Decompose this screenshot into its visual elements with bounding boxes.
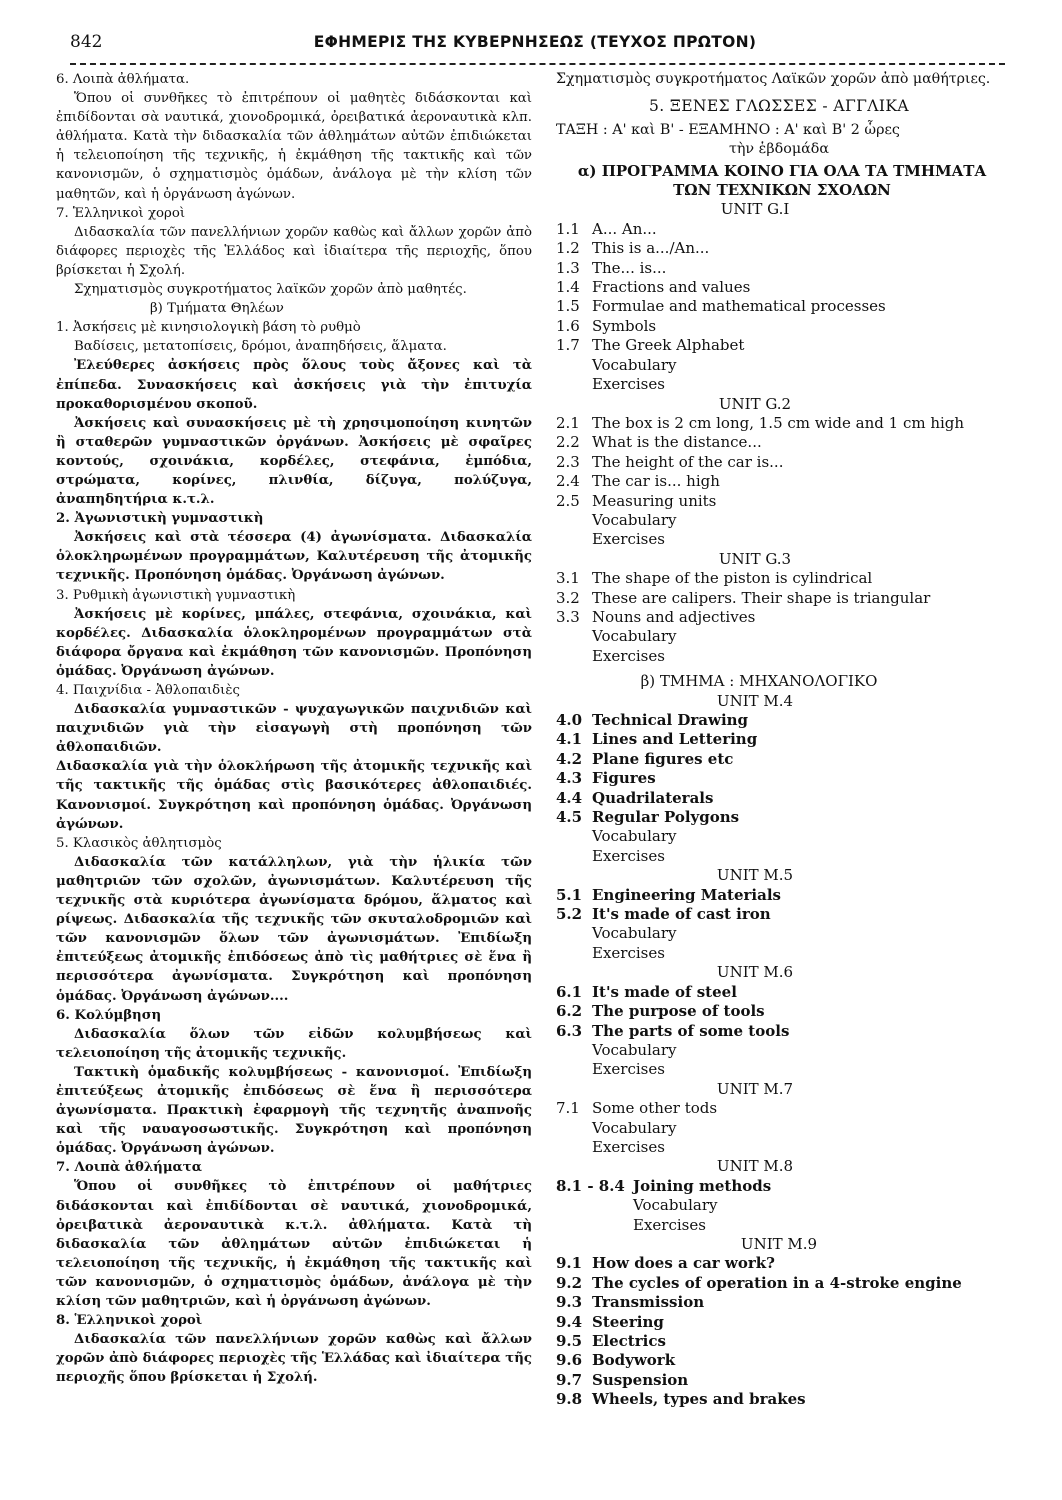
list-item xyxy=(556,414,1002,433)
list-item xyxy=(556,297,1002,316)
left-column xyxy=(56,70,532,1490)
item-text: Wheels, types and brakes xyxy=(592,1390,806,1409)
item-number: 6.2 xyxy=(556,1002,583,1021)
item-number: 7.1 xyxy=(556,1099,580,1118)
paragraph: Ἐλεύθερες ἀσκήσεις πρὸς ὅλους τοὺς ἄξονες καὶ τὰ ἐπίπεδα. Συνασκήσεις καὶ ἀσκήσεις γιὰ τὴν ἐπιτυχία προκαθορισμένου σκοποῦ. xyxy=(56,358,532,412)
item-number: 4.5 xyxy=(556,808,583,827)
list-item xyxy=(556,1371,1002,1390)
item-number: 3.1 xyxy=(556,569,580,588)
item-number: 2.2 xyxy=(556,433,580,452)
paragraph: Ἀσκήσεις μὲ κορίνες, μπάλες, στεφάνια, σχοινάκια, καὶ κορδέλες. Διδασκαλία ὁλοκληρομένων προγραμμάτων στὰ διάφορα ὄργανα καὶ ἐκμάθηση τῶν κανονισμῶν. Προπόνηση ὁμάδας. Ὀργάνωση ἀγώνων. xyxy=(56,606,532,679)
list-item xyxy=(556,1002,1002,1021)
item-text: It's made of cast iron xyxy=(592,905,771,924)
paragraph: Ὅπου οἱ συνθῆκες τὸ ἐπιτρέπουν οἱ μαθήτριες διδάσκονται καὶ ἐπιδίδονται σὲ ναυτικά, χιονοδρομικά, ὀρειβατικὰ ἀεροναυτικὰ κ.τ.λ. ἀθλήματα. Κατὰ τὴ διδασκαλία τῶν ἀθλημάτων αὐτῶν ἐπιδιώκεται ἡ τελειοποίηση τῆς τεχνικῆς, ἡ ἐκμάθηση τῆς τακτικῆς καὶ τῶν κανονισμῶν, ὁ σχηματισμὸς ὁμάδων, ἀνάλογα μὲ τὴν κλίση τῶν μαθητριῶν, καὶ ἡ ὀργάνωση ἀγώνων. xyxy=(56,1179,532,1309)
section-heading: 4. Παιχνίδια - Ἀθλοπαιδιὲς xyxy=(56,683,240,698)
page-header xyxy=(70,32,1000,60)
list-item xyxy=(556,472,1002,491)
vocabulary-label: Vocabulary xyxy=(592,510,677,529)
item-number: 4.4 xyxy=(556,788,583,807)
list-item xyxy=(556,1313,1002,1332)
list-item xyxy=(556,711,1002,730)
list-item xyxy=(556,789,1002,808)
paragraph: Διδασκαλία γυμναστικῶν - ψυχαγωγικῶν παιχνιδιῶν καὶ παιχνιδιῶν γιὰ τὴν εἰσαγωγὴ στὴ προπόνηση τῶν ἀθλοπαιδιῶν. xyxy=(56,702,532,756)
list-item xyxy=(556,769,1002,788)
unit-items xyxy=(556,886,1002,925)
item-text: It's made of steel xyxy=(592,982,737,1001)
section-heading: 6. Λοιπὰ ἀθλήματα. xyxy=(56,72,190,87)
page-number: 842 xyxy=(70,32,103,52)
list-item xyxy=(556,453,1002,472)
vocabulary-label: Vocabulary xyxy=(633,1196,718,1215)
unit-heading: UNIT G.2 xyxy=(718,394,792,413)
item-text: A... An... xyxy=(592,219,657,238)
item-text: Quadrilaterals xyxy=(592,788,714,807)
item-number: 3.3 xyxy=(556,607,580,626)
unit-items xyxy=(556,711,1002,827)
list-item xyxy=(556,730,1002,749)
section-heading: 1. Ἀσκήσεις μὲ κινησιολογικὴ βάση τὸ ρυθμὸ xyxy=(56,320,361,336)
exercises-label: Exercises xyxy=(633,1215,706,1234)
unit-items xyxy=(556,569,1002,627)
item-text: Nouns and adjectives xyxy=(592,607,756,626)
exercises-label: Exercises xyxy=(592,1137,665,1156)
item-number: 9.8 xyxy=(556,1390,583,1409)
item-text: Suspension xyxy=(592,1370,689,1389)
right-column xyxy=(556,70,1002,1490)
item-text: The shape of the piston is cylindrical xyxy=(592,569,873,588)
list-item xyxy=(556,278,1002,297)
vocabulary-label: Vocabulary xyxy=(592,627,677,646)
paragraph: Διδασκαλία τῶν πανελλήνιων χορῶν καθὼς καὶ ἄλλων χορῶν ἀπὸ διάφορες περιοχὲς τῆς Ἑλλάδος καὶ ἰδιαίτερα τῆς περιοχῆς, ὅπου βρίσκεται ἡ Σχολή. xyxy=(56,224,532,278)
exercises-label: Exercises xyxy=(592,646,665,665)
item-text: Fractions and values xyxy=(592,278,751,297)
item-text: Measuring units xyxy=(592,491,717,510)
item-number: 5.2 xyxy=(556,905,583,924)
item-text: The box is 2 cm long, 1.5 cm wide and 1 cm high xyxy=(592,413,965,432)
list-item xyxy=(556,220,1002,239)
item-text: The height of the car is... xyxy=(592,452,784,471)
item-text: Electrics xyxy=(592,1332,666,1350)
list-item xyxy=(556,905,1002,924)
list-item xyxy=(556,1274,1002,1293)
list-item xyxy=(556,886,1002,905)
item-number: 2.1 xyxy=(556,413,580,432)
item-number: 2.3 xyxy=(556,452,580,471)
section-heading: 3. Ρυθμικὴ ἀγωνιστικὴ γυμναστικὴ xyxy=(56,587,296,603)
hours-per-week: τὴν ἑβδομάδα xyxy=(728,141,830,158)
list-item xyxy=(556,608,1002,627)
unit-items xyxy=(556,1254,1002,1409)
class-semester-line: ΤΑΞΗ : Α' καὶ Β' - ΕΞΑΜΗΝΟ : Α' καὶ Β' 2 ὧρες xyxy=(556,121,900,138)
unit-heading: UNIT M.4 xyxy=(716,691,794,710)
item-text: Steering xyxy=(592,1312,664,1331)
vocabulary-label: Vocabulary xyxy=(592,827,677,846)
item-text: Plane figures etc xyxy=(592,749,734,768)
item-text: How does a car work? xyxy=(592,1254,775,1273)
item-number: 4.3 xyxy=(556,769,583,788)
item-text: Some other tods xyxy=(592,1099,718,1118)
item-number: 9.4 xyxy=(556,1312,583,1331)
vocabulary-label: Vocabulary xyxy=(592,1040,677,1059)
item-text: These are calipers. Their shape is triangular xyxy=(592,588,931,607)
item-text: The Greek Alphabet xyxy=(592,336,745,355)
journal-title: ΕΦΗΜΕΡΙΣ ΤΗΣ ΚΥΒΕΡΝΗΣΕΩΣ (ΤΕΥΧΟΣ ΠΡΩΤΟΝ) xyxy=(313,33,757,51)
unit-items xyxy=(556,414,1002,511)
unit-heading: UNIT M.9 xyxy=(740,1234,818,1253)
item-number: 9.1 xyxy=(556,1254,583,1273)
item-text: The... is... xyxy=(592,258,667,277)
list-item xyxy=(556,433,1002,452)
item-number: 1.1 xyxy=(556,219,580,238)
list-item xyxy=(556,1351,1002,1370)
item-text: Regular Polygons xyxy=(592,808,740,827)
unit-items xyxy=(556,983,1002,1041)
program-heading-common: α) ΠΡΟΓΡΑΜΜΑ ΚΟΙΝΟ ΓΙΑ ΟΛΑ ΤΑ ΤΜΗΜΑΤΑ ΤΩΝ ΤΕΧΝΙΚΩΝ ΣΧΟΛΩΝ xyxy=(577,161,987,200)
paragraph: Σχηματισμὸς συγκροτήματος λαϊκῶν χορῶν ἀπὸ μαθητές. xyxy=(74,282,467,298)
item-number: 9.5 xyxy=(556,1332,583,1350)
list-item xyxy=(556,983,1002,1002)
list-item xyxy=(556,1293,1002,1312)
item-text: The purpose of tools xyxy=(592,1002,765,1021)
paragraph: Ἀσκήσεις καὶ στὰ τέσσερα (4) ἀγωνίσματα. Διδασκαλία ὁλοκληρωμένων προγραμμάτων, Καλυτέρευση τῆς ἀτομικῆς τεχνικῆς. Προπόνηση ὁμάδας. Ὀργάνωση ἀγώνων. xyxy=(56,530,532,584)
item-text: Joining methods xyxy=(633,1176,772,1195)
list-item xyxy=(556,750,1002,769)
paragraph: Διδασκαλία γιὰ τὴν ὁλοκλήρωση τῆς ἀτομικῆς τεχνικῆς καὶ τῆς τακτικῆς τῆς ὁμάδας στὶς βασικότερες ἀθλοπαιδιές. Κανονισμοί. Συγκρότηση καὶ προπόνηση ὁμάδας. Ὀργάνωση ἀγώνων. xyxy=(56,759,532,832)
item-text: Technical Drawing xyxy=(592,711,749,729)
item-number: 8.1 - 8.4 xyxy=(556,1176,625,1195)
list-item xyxy=(556,1332,1002,1351)
section-heading: 8. Ἑλληνικοὶ χοροὶ xyxy=(56,1313,203,1329)
section-heading: 5. Κλασικὸς ἀθλητισμὸς xyxy=(56,835,222,851)
subsection-heading: β) Τμήματα Θηλέων xyxy=(150,301,284,317)
section-title: 5. ΞΕΝΕΣ ΓΛΩΣΣΕΣ - ΑΓΓΛΙΚΑ xyxy=(649,97,909,116)
exercises-label: Exercises xyxy=(592,846,665,865)
item-text: Symbols xyxy=(592,316,657,335)
item-number: 9.2 xyxy=(556,1273,583,1292)
item-number: 1.5 xyxy=(556,297,580,316)
item-number: 9.3 xyxy=(556,1293,583,1312)
exercises-label: Exercises xyxy=(592,375,665,394)
item-text: This is a.../An... xyxy=(592,239,710,258)
program-heading-mechanical: β) ΤΜΗΜΑ : ΜΗΧΑΝΟΛΟΓΙΚΟ xyxy=(640,672,878,691)
section-heading: 2. Ἀγωνιστικὴ γυμναστικὴ xyxy=(56,511,264,527)
list-item xyxy=(556,1099,1002,1118)
list-item xyxy=(556,1390,1002,1409)
item-number: 9.7 xyxy=(556,1370,583,1389)
list-item xyxy=(556,336,1002,355)
paragraph: Βαδίσεις, μετατοπίσεις, δρόμοι, ἀναπηδήσεις, ἅλματα. xyxy=(74,339,447,355)
unit-items xyxy=(556,1099,1002,1118)
exercises-label: Exercises xyxy=(592,1060,665,1079)
exercises-label: Exercises xyxy=(592,530,665,549)
list-item xyxy=(556,259,1002,278)
paragraph: Διδασκαλία τῶν πανελλήνιων χορῶν καθὼς καὶ ἄλλων χορῶν ἀπὸ διάφορες περιοχὲς τῆς Ἑλλάδας καὶ ἰδιαίτερα τῆς περιοχῆς ὅπου βρίσκεται ἡ Σχολή. xyxy=(56,1332,532,1386)
unit-heading: UNIT M.5 xyxy=(716,866,794,885)
list-item xyxy=(556,1022,1002,1041)
item-text: Figures xyxy=(592,769,656,788)
item-number: 6.3 xyxy=(556,1021,583,1040)
item-number: 2.4 xyxy=(556,472,580,491)
item-number: 4.2 xyxy=(556,749,583,768)
item-text: The parts of some tools xyxy=(592,1021,790,1040)
item-number: 1.4 xyxy=(556,278,580,297)
item-text: Formulae and mathematical processes xyxy=(592,297,886,316)
unit-items xyxy=(556,220,1002,356)
item-number: 1.6 xyxy=(556,316,580,335)
item-number: 1.7 xyxy=(556,336,580,355)
item-text: Transmission xyxy=(592,1293,705,1312)
header-divider xyxy=(70,63,1005,65)
paragraph: Ὅπου οἱ συνθῆκες τὸ ἐπιτρέπουν οἱ μαθητὲς διδάσκονται καὶ ἐπιδίδονται σὰ ναυτικά, χιονοδρομικά, ὀρειβατικά ἀεροναυτικὰ κλπ. ἀθλήματα. Κατὰ τὴν διδασκαλία τῶν ἀθλημάτων αὐτῶν ἐπιδιώκεται ἡ τελειοποίηση τῆς τεχνικῆς, ἡ ἐκμάθηση τῆς τακτικῆς καὶ τῶν κανονισμῶν, ὁ σχηματισμὸς ὁμάδων, ἀνάλογα μὲ τὴν κλίση τῶν μαθητῶν, καὶ ἡ ὀργάνωση ἀγώνων. xyxy=(56,91,532,202)
unit-heading: UNIT G.3 xyxy=(718,549,792,568)
item-text: Bodywork xyxy=(592,1351,676,1370)
intro-text: Σχηματισμὸς συγκροτήματος Λαϊκῶν χορῶν ἀπὸ μαθήτριες. xyxy=(556,71,991,87)
list-item xyxy=(556,589,1002,608)
list-item xyxy=(556,317,1002,336)
section-heading: 7. Λοιπὰ ἀθλήματα xyxy=(56,1160,202,1176)
item-number: 6.1 xyxy=(556,982,583,1001)
item-text: Engineering Materials xyxy=(592,885,781,904)
vocabulary-label: Vocabulary xyxy=(592,924,677,943)
exercises-label: Exercises xyxy=(592,943,665,962)
item-number: 4.0 xyxy=(556,711,583,729)
item-number: 2.5 xyxy=(556,491,580,510)
paragraph: Τακτικὴ ὁμαδικῆς κολυμβήσεως - κανονισμοί. Ἐπιδίωξη ἐπιτεύξεως ἀτομικῆς ἐπιδόσεως σὲ ἕνα ἢ περισσότερα ἀγωνίσματα. Πρακτικὴ ἐφαρμογὴ τῆς τεχνητῆς ἀναπνοῆς καὶ τῆς ναυαγοσωστικῆς. Συγκρότηση καὶ προπόνηση ὁμάδας. Ὀργάνωση ἀγώνων. xyxy=(56,1064,532,1157)
list-item xyxy=(556,1254,1002,1273)
list-item xyxy=(556,492,1002,511)
section-heading: 7. Ἑλληνικοὶ χοροὶ xyxy=(56,205,186,221)
list-item xyxy=(556,239,1002,258)
item-number: 1.2 xyxy=(556,239,580,258)
paragraph: Ἀσκήσεις καὶ συνασκήσεις μὲ τὴ χρησιμοποίηση κινητῶν ἢ σταθερῶν γυμναστικῶν ὀργάνων. Ἀσκήσεις μὲ σφαῖρες κοντούς, σχοινάκια, κορδέλες, στεφάνια, ἐμπόδια, στρώματα, κορίνες, πλινθία, δίζυγα, πολύζυγα, ἀναπηδητήρια κ.τ.λ. xyxy=(56,415,532,508)
section-heading: 6. Κολύμβηση xyxy=(56,1007,162,1023)
unit-heading: UNIT M.8 xyxy=(716,1157,794,1176)
list-item xyxy=(556,808,1002,827)
paragraph: Διδασκαλία ὅλων τῶν εἰδῶν κολυμβήσεως καὶ τελειοποίηση τῆς ἀτομικῆς τεχνικῆς. xyxy=(56,1026,532,1061)
unit-heading: UNIT M.6 xyxy=(716,963,794,982)
list-item xyxy=(556,569,1002,588)
paragraph: Διδασκαλία τῶν κατάλληλων, γιὰ τὴν ἡλικία τῶν μαθητριῶν τῶν σχολῶν, ἀγωνισμάτων. Καλυτέρευση τῆς τεχνικῆς στὰ κυριότερα ἀγωνίσματα δρόμου, ἅλματος καὶ ρίψεως. Διδασκαλία τῆς τεχνικῆς τῶν σκυταλοδρομιῶν καὶ τῶν κανονισμῶν ὅλων τῶν ἀγωνισμάτων. Ἐπιδίωξη ἐπιτεύξεως ἀτομικῆς ἐπιδόσεως ἀπὸ τὶς μαθήτριες σὲ ἕνα ἢ περισσότερα ἀγωνίσματα. Συγκρότηση καὶ προπόνηση ὁμάδας. Ὀργάνωση ἀγώνων.... xyxy=(56,854,532,1004)
item-number: 3.2 xyxy=(556,588,580,607)
item-text: What is the distance... xyxy=(592,433,762,452)
item-text: The car is... high xyxy=(592,472,720,491)
unit-items xyxy=(556,1177,1002,1196)
item-number: 1.3 xyxy=(556,258,580,277)
unit-heading: UNIT M.7 xyxy=(716,1079,794,1098)
item-text: Lines and Lettering xyxy=(592,730,758,749)
item-text: The cycles of operation in a 4-stroke engine xyxy=(592,1273,962,1292)
vocabulary-label: Vocabulary xyxy=(592,355,677,374)
item-number: 9.6 xyxy=(556,1351,583,1370)
item-number: 4.1 xyxy=(556,730,583,749)
list-item xyxy=(556,1177,1002,1196)
vocabulary-label: Vocabulary xyxy=(592,1118,677,1137)
unit-heading: UNIT G.I xyxy=(720,200,790,219)
item-number: 5.1 xyxy=(556,885,583,904)
